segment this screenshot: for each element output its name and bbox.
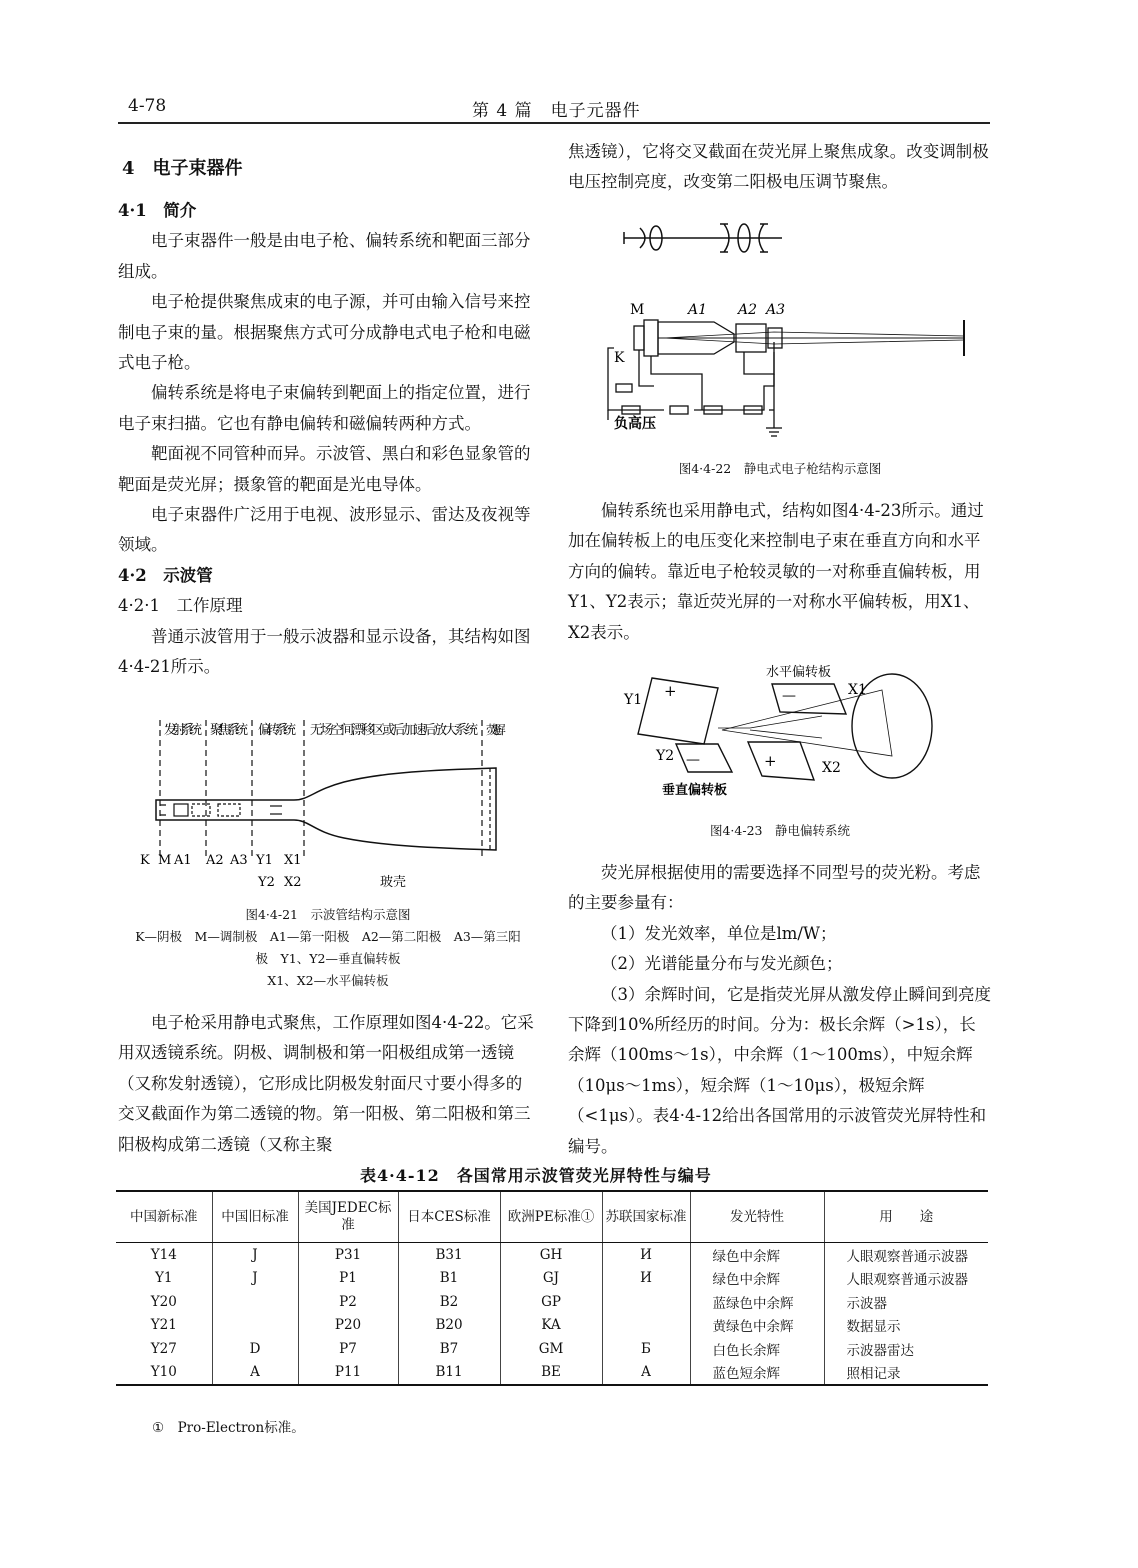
table-cell: BE (500, 1361, 602, 1386)
table-cell: Y10 (116, 1361, 212, 1386)
column-header: 日本CES标准 (398, 1191, 500, 1243)
label-a2: A2 (206, 853, 224, 868)
table-cell: GJ (500, 1267, 602, 1291)
table-cell: B7 (398, 1337, 500, 1361)
label-x1: X1 (848, 682, 867, 698)
column-header: 用 途 (824, 1191, 988, 1243)
subsection-4-1: 4·1 简介 (118, 201, 197, 220)
label-a1: A1 (688, 302, 708, 318)
table-cell: 白色长余辉 (690, 1337, 824, 1361)
table-cell: GP (500, 1290, 602, 1314)
table-cell: B31 (398, 1243, 500, 1267)
figure-4-4-21-caption (118, 904, 538, 992)
table-cell: И (602, 1267, 690, 1291)
subsection-4-2: 4·2 示波管 (118, 565, 213, 585)
table-cell: P1 (298, 1267, 398, 1291)
list-item: （1）发光效率，单位是lm/W； (601, 923, 837, 943)
table-cell: Y27 (150, 1340, 177, 1357)
table-row (116, 1361, 988, 1386)
figure-4-4-22-caption (568, 458, 992, 480)
table-cell: P11 (298, 1361, 398, 1386)
table-cell: P20 (298, 1314, 398, 1338)
label-m: M (158, 853, 172, 868)
table-cell: J (212, 1267, 298, 1291)
table-cell: KA (500, 1314, 602, 1338)
caption-title: 图4·4-23 静电偏转系统 (709, 823, 850, 838)
table-cell: 蓝绿色中余辉 (690, 1290, 824, 1314)
column-header: 发光特性 (690, 1191, 824, 1243)
list-item: （2）光谱能量分布与发光颜色； (601, 954, 843, 974)
paragraph: 电子枪提供聚焦成束的电子源，并可由输入信号来控制电子束的量。根据聚焦方式可分成静电式电子枪和电磁式电子枪。 (118, 292, 531, 373)
table-cell: И (602, 1243, 690, 1267)
figure-4-4-21 (134, 712, 514, 900)
caption-title: 图4·4-21 示波管结构示意图 (245, 907, 411, 922)
paragraph: 电子束器件广泛用于电视、波形显示、雷达及夜视等领域。 (118, 505, 531, 555)
paragraph: 普通示波管用于一般示波器和显示设备，其结构如图4·4-21所示。 (118, 626, 531, 677)
table-cell: GM (500, 1337, 602, 1361)
table-cell: P2 (298, 1290, 398, 1314)
table-cell: 蓝色短余辉 (690, 1361, 824, 1386)
page-number: 4-78 (128, 96, 167, 116)
label-y1: Y1 (256, 853, 273, 868)
table-cell: B2 (398, 1290, 500, 1314)
label-a3: A3 (766, 302, 786, 318)
table-cell: 人眼观察普通示波器 (824, 1243, 988, 1267)
figure-4-4-23 (622, 660, 946, 800)
table-footnote: ① Pro-Electron标准。 (152, 1420, 305, 1436)
table-row (116, 1337, 988, 1361)
table-cell: P31 (298, 1243, 398, 1267)
chapter-header: 第 4 篇 电子元器件 (472, 101, 641, 121)
paragraph: 电子枪采用静电式聚焦，工作原理如图4·4-22。它采用双透镜系统。阴极、调制极和第一阳极组成第一透镜（又称发射透镜），它形成比阴极发射面尺寸要小得多的交叉截面作为第二透镜的物。第一阳极、第二阳极和第三阳极构成第二透镜（又称主聚 (118, 1013, 534, 1154)
table-cell: B1 (398, 1267, 500, 1291)
subsection-4-2-1: 4·2·1 工作原理 (118, 596, 243, 616)
table-cell: P7 (298, 1337, 398, 1361)
paragraph: 焦透镜），它将交叉截面在荧光屏上聚焦成象。改变调制极电压控制亮度，改变第二阳极电压调节聚焦。 (568, 142, 989, 192)
right-column-bottom (568, 858, 992, 1162)
section-title: 4 电子束器件 (122, 158, 243, 179)
label-k: K (140, 853, 150, 868)
table-cell: Б (602, 1337, 690, 1361)
label-a2: A2 (738, 302, 758, 318)
label-glass: 玻壳 (380, 875, 407, 890)
table-row (116, 1267, 988, 1291)
table-cell (602, 1314, 690, 1338)
column-header: 中国新标准 (116, 1191, 212, 1243)
right-column-top (568, 137, 992, 198)
caption-legend: K—阴极 M—调制极 A1—第一阳极 A2—第二阳极 A3—第三阳极 Y1、Y2—垂直偏转板 (135, 929, 521, 966)
right-column-middle (568, 496, 992, 648)
left-column (118, 152, 538, 683)
table-row (116, 1290, 988, 1314)
table-cell: GH (500, 1243, 602, 1267)
x1-minus: — (782, 688, 796, 704)
label-m: M (630, 302, 645, 318)
plate-x2 (748, 742, 814, 780)
table-cell (212, 1290, 298, 1314)
list-item: （3）余辉时间，它是指荧光屏从激发停止瞬间到亮度下降到10%所经历的时间。分为：极长余辉（>1s），长余辉（100ms～1s），中余辉（1～100ms），中短余辉（10μs～1ms），短余辉（1～10μs），极短余辉（<1μs）。表4·4-12给出各国常用的示波管荧光屏特性和编号。 (568, 984, 991, 1156)
y1-plus: + (664, 682, 677, 700)
phosphor-table (116, 1190, 988, 1386)
table-cell (602, 1290, 690, 1314)
lens-diagram (624, 224, 782, 252)
label-y2: Y2 (656, 748, 675, 764)
figure-4-4-23-caption (568, 820, 992, 842)
table-cell: 人眼观察普通示波器 (824, 1267, 988, 1291)
table-row (116, 1314, 988, 1338)
table-cell: 示波器 (824, 1290, 988, 1314)
label-negative-high-voltage: 负高压 (614, 416, 656, 432)
table-cell: 黄绿色中余辉 (690, 1314, 824, 1338)
header-rule (118, 122, 990, 124)
label-k: K (614, 350, 625, 366)
plate-y2 (676, 744, 732, 772)
y2-minus: — (686, 752, 700, 768)
table-cell: 绿色中余辉 (690, 1267, 824, 1291)
paragraph: 靶面视不同管种而异。示波管、黑白和彩色显象管的靶面是荧光屏；摄象管的靶面是光电导体。 (118, 444, 531, 494)
table-cell: Y20 (150, 1293, 177, 1310)
table-cell: Y1 (154, 1270, 173, 1287)
table-cell: Y21 (150, 1317, 177, 1334)
label-drift-region: 无场空间漂移区或后加速后放大系统 (310, 723, 478, 738)
table-cell: B11 (398, 1361, 500, 1386)
column-header: 美国JEDEC标准 (298, 1191, 398, 1243)
table-title: 表4·4-12 各国常用示波管荧光屏特性与编号 (360, 1166, 712, 1185)
left-column-bottom (118, 1008, 538, 1160)
x2-plus: + (764, 752, 777, 770)
column-header: 苏联国家标准 (602, 1191, 690, 1243)
paragraph: 荧光屏根据使用的需要选择不同型号的荧光粉。考虑的主要参量有： (568, 863, 981, 913)
label-screen: 荧光屏 (486, 723, 506, 737)
label-y1: Y1 (624, 692, 643, 708)
label-focus-system: 聚焦系统 (210, 723, 248, 738)
tube-envelope (156, 768, 496, 850)
caption-legend-end: X1、X2—水平偏转板 (267, 973, 389, 988)
paragraph: 偏转系统也采用静电式，结构如图4·4-23所示。通过加在偏转板上的电压变化来控制电子束在垂直方向和水平方向的偏转。靠近电子枪较灵敏的一对称垂直偏转板，用Y1、Y2表示；靠近荧光屏的一对称水平偏转板，用X1、X2表示。 (568, 501, 984, 642)
table-header-row (116, 1191, 988, 1243)
table-cell (212, 1314, 298, 1338)
table-cell: D (212, 1337, 298, 1361)
label-a3: A3 (230, 853, 248, 868)
table-cell: 绿色中余辉 (690, 1243, 824, 1267)
label-y2: Y2 (258, 875, 275, 890)
table-cell: B20 (398, 1314, 500, 1338)
label-horizontal-plates: 水平偏转板 (766, 665, 832, 680)
label-emit-system: 发射系统 (164, 723, 202, 738)
table-cell: 照相记录 (824, 1361, 988, 1386)
paragraph: 偏转系统是将电子束偏转到靶面上的指定位置，进行电子束扫描。它也有静电偏转和磁偏转两种方式。 (118, 383, 531, 433)
label-deflection-system: 偏转系统 (258, 723, 296, 738)
column-header: 中国旧标准 (212, 1191, 298, 1243)
paragraph: 电子束器件一般是由电子枪、偏转系统和靶面三部分组成。 (118, 231, 531, 281)
label-vertical-plates: 垂直偏转板 (662, 783, 728, 798)
table-cell: Y14 (150, 1246, 177, 1263)
column-header: 欧洲PE标准① (500, 1191, 602, 1243)
label-x1: X1 (284, 853, 302, 868)
figure-4-4-22 (594, 214, 994, 454)
label-a1: A1 (174, 853, 192, 868)
table-cell: A (212, 1361, 298, 1386)
label-x2: X2 (284, 875, 302, 890)
caption-title: 图4·4-22 静电式电子枪结构示意图 (678, 461, 882, 476)
table-row (116, 1243, 988, 1267)
label-x2: X2 (822, 760, 841, 776)
table-cell: A (602, 1361, 690, 1386)
plate-y1 (638, 678, 718, 744)
table-cell: 示波器雷达 (824, 1337, 988, 1361)
table-cell: J (212, 1243, 298, 1267)
table-cell: 数据显示 (824, 1314, 988, 1338)
